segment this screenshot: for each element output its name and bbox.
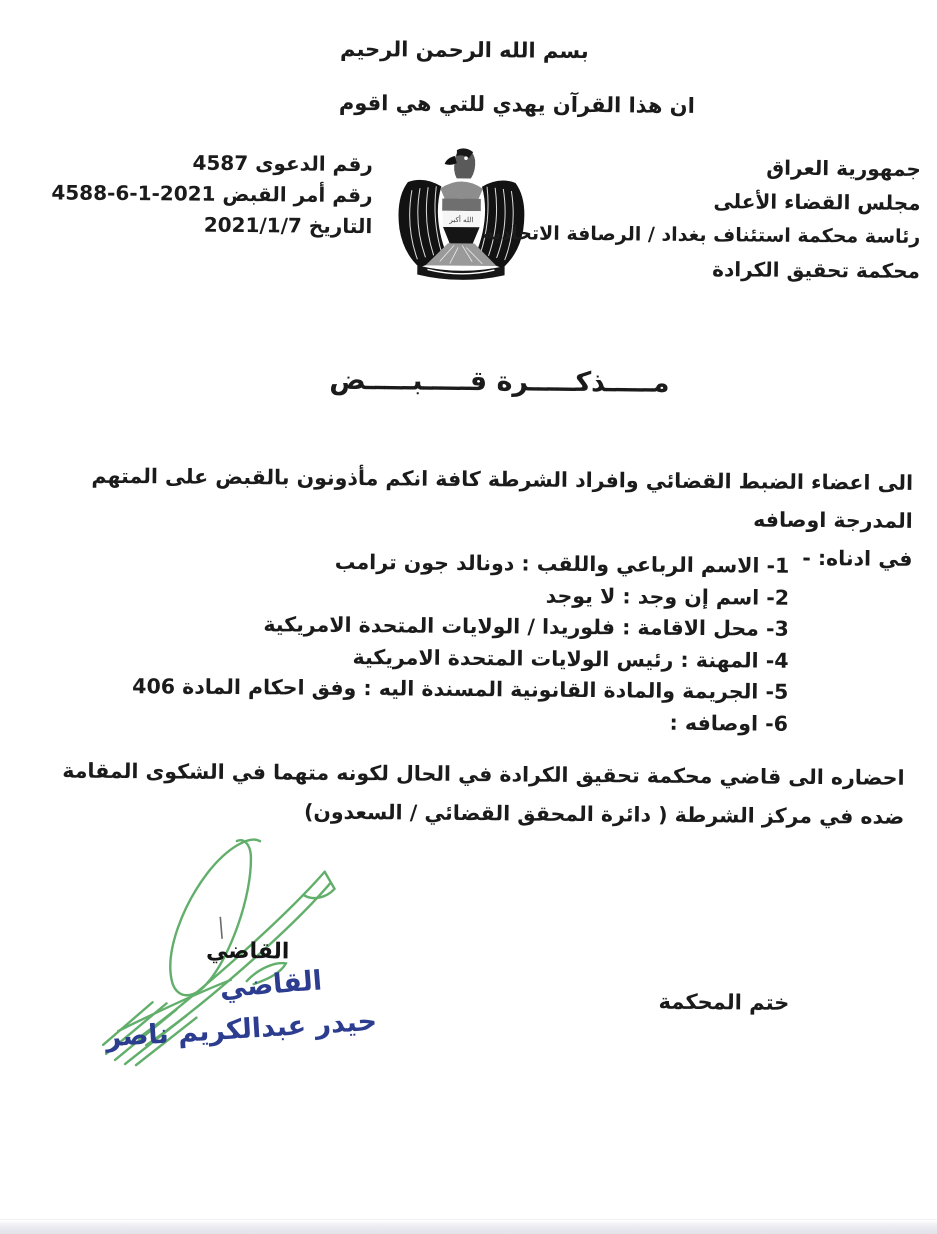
quran-verse-line: ان هذا القرآن يهدي للتي هي اقوم (338, 90, 695, 118)
defendant-details-list (132, 545, 790, 740)
order-paragraph (27, 751, 905, 837)
judge-label-printed: القاضي (205, 938, 290, 965)
bismillah-line: بسم الله الرحمن الرحيم (339, 36, 589, 64)
intro-line-2: في ادناه: - (802, 545, 913, 571)
letterhead-council: مجلس القضاء الأعلى (713, 189, 921, 215)
warrant-number-line: رقم أمر القبض 2021-1-6-4588 (51, 180, 373, 208)
letterhead-presidency: رئاسة محكمة استئناف بغداد / الرصافة الاتحادية (482, 222, 921, 248)
date-line: التاريخ 2021/1/7 (203, 212, 373, 239)
order-line-2: ضده في مركز الشرطة ( دائرة المحقق القضائي / السعدون) (303, 799, 905, 829)
order-line-1: احضاره الى قاضي محكمة تحقيق الكرادة في الحال لكونه متهما في الشكوى المقامة (62, 758, 905, 790)
case-numbers-block (51, 146, 373, 242)
court-seal-label: ختم المحكمة (658, 989, 790, 1015)
list-item: 2- اسم إن وجد : لا يوجد (545, 583, 790, 610)
list-item: 6- اوصافه : (669, 710, 789, 736)
list-item: 4- المهنة : رئيس الولايات المتحدة الامريكية (352, 644, 789, 673)
intro-line-1: الى اعضاء الضبط القضائي وافراد الشرطة كافة انكم مأذونون بالقبض على المتهم المدرجة اوصافه (91, 463, 914, 533)
judge-label-handwritten: القاضي (218, 965, 324, 1005)
document-title: مـــــذكـــــرة قـــــبـــــض (329, 364, 670, 399)
letterhead-country: جمهورية العراق (766, 155, 921, 181)
list-item: 3- محل الاقامة : فلوريدا / الولايات المتحدة الامريكية (263, 612, 789, 641)
letterhead-block (482, 148, 921, 288)
case-number-line: رقم الدعوى 4587 (192, 150, 373, 177)
list-item: 5- الجريمة والمادة القانونية المسندة اليه : وفق احكام المادة 406 (132, 674, 789, 704)
svg-text:الله أكبر: الله أكبر (449, 214, 474, 225)
list-item: 1- الاسم الرباعي واللقب : دونالد جون ترامب (334, 549, 790, 578)
judge-name-handwritten: حيدر عبدالكريم ناصر (104, 1005, 378, 1054)
letterhead-court: محكمة تحقيق الكرادة (712, 257, 921, 283)
scanned-page-bottom-edge (0, 1219, 937, 1234)
